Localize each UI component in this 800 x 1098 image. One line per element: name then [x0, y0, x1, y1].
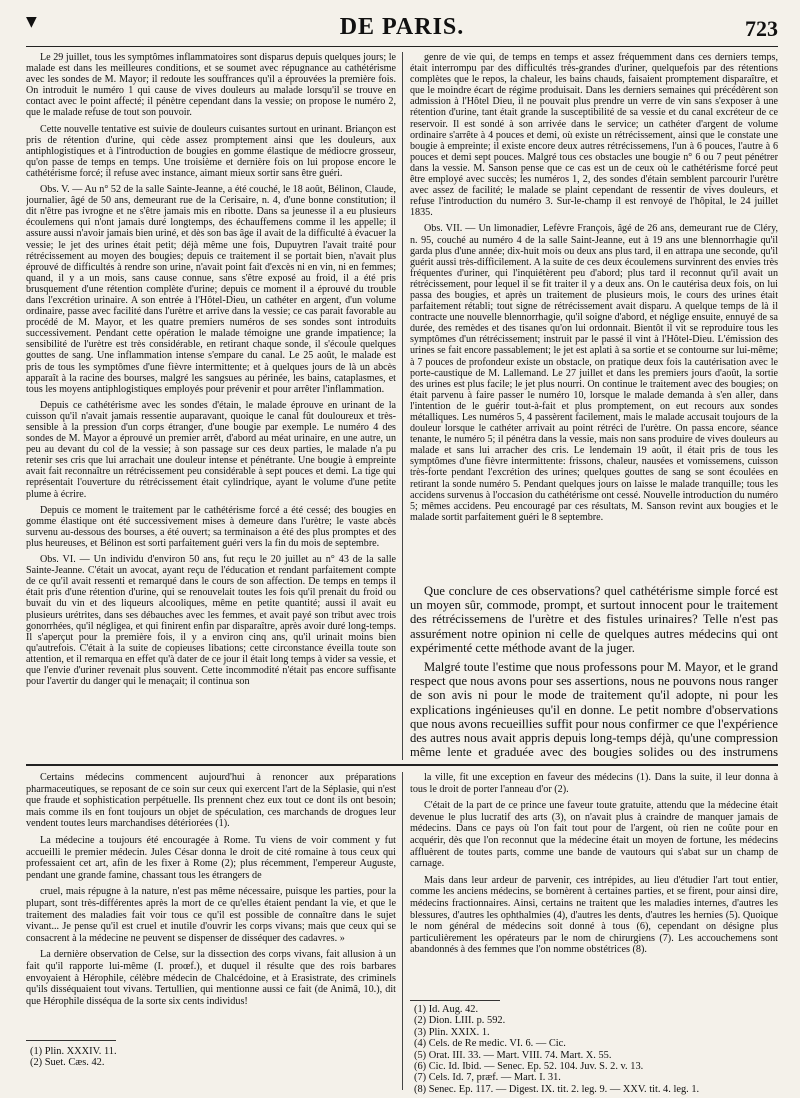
header-rule: [26, 46, 778, 47]
footnote: (3) Plin. XXIX. 1.: [414, 1026, 490, 1038]
paragraph: Mais dans leur ardeur de parvenir, ces intrépides, au lieu d'étudier l'art tout entier, comme les anciens médecins, se bornèrent à certaines parties, et se firent, pour ainsi dire, médecins fractionnaires. Ainsi, certains ne traitent que les maladies internes, d'autres les blessures, d'autres les ophthalmies (4), d'autres les dents, d'autres les hernies (5). Quoique le nom général de médecins soit donné à tous (6), cependant on désigne plus particulièrement les opérateurs par le nom de chirurgiens (7). Les accouchemens sont abandonnés à des femmes que l'on nomme obstétrices (8).: [410, 874, 778, 956]
footnote-rule: [410, 1000, 500, 1001]
page-header: [26, 14, 778, 44]
paragraph: Malgré toute l'estime que nous professons pour M. Mayor, et le grand respect que nous avons pour ses assertions, nous ne pouvons nous ranger de son avis ni pour le mode de traitement qu'il adopte, ni pour les explications ingénieuses qu'il en donne. Le petit nombre d'observations que nous avons recueillies suffit pour nous confirmer ce que l'expérience des autres nous avait appris depuis long-temps déjà, qu'une compression même lente et graduée avec des bougies solides ou des instrumens: [410, 660, 778, 760]
page-title: DE PARIS.: [339, 14, 465, 40]
paragraph: La médecine a toujours été encouragée à Rome. Tu viens de voir comment y fut accueilli le premier médecin. Jules César donna le droit de cité romaine à tous ceux qui professaient cet art, afin de les fixer à Rome (2); plus récemment, l'empereur Auguste, pendant une grande famine, chassant tous les étrangers de: [26, 834, 396, 881]
footnote: (8) Senec. Ep. 117. — Digest. IX. tit. 2. leg. 9. — XXV. tit. 4. leg. 1.: [414, 1083, 700, 1095]
paragraph: La dernière observation de Celse, sur la dissection des corps vivans, fait allusion à un fait qu'il rapporte lui-même (I. proœf.), et duquel il résulte que des rois barbares envoyaient à Hérophile, célèbre médecin de Chalcédoine, et à Erasistrate, des criminels qu'ils disséquaient tout vivans. Tertullien, qui mentionne aussi ce fait (de Animâ, 10.), dit que Hérophile disséqua de la sorte six cents individus!: [26, 949, 396, 1007]
column-divider: [402, 52, 403, 760]
paragraph: C'était de la part de ce prince une faveur toute gratuite, attendu que la médecine était devenue le plus lucratif des arts (3), on n'avait plus à craindre de manquer jamais de médecins. Dans ce pays où l'on fait tout pour de l'argent, où rien ne coûte pour en acquérir, dès que l'on reconnut que la médecine était un moyen de fortune, les médecins affluèrent de toutes parts, comme une bande de vautours qui s'abat sur un champ de carnage.: [410, 800, 778, 870]
paragraph: cruel, mais répugne à la nature, n'est pas même nécessaire, puisque les parties, pour la plupart, sont très-différentes après la mort de ce qu'elles étaient pendant la vie, et que le traitement des maladies fait voir tous ce qu'il est possible de connaître dans le sujet vivant... Je pense qu'il est cruel et inutile d'ouvrir les corps vivans; mais que ceux qui se consacrent à la médecine ne peuvent se dispenser de disséquer des cadavres. »: [26, 886, 396, 944]
footnote: (1) Plin. XXXIV. 11.: [30, 1046, 117, 1057]
paragraph: la ville, fit une exception en faveur des médecins (1). Dans la suite, il leur donna à tous le droit de porter l'anneau d'or (2).: [410, 772, 778, 795]
paragraph: Depuis ce cathétérisme avec les sondes d'étain, le malade éprouve en urinant de la cuisson qu'il n'avait jamais ressentie auparavant, quoique le canal fût douloureux et très-sensible à la pression d'un corps étranger, d'une bougie par exemple. Le numéro 4 des sondes de M. Mayor a éprouvé un premier arrêt, d'abord au méat urinaire, en une autre, un peu au devant du col de la vessie; à son passage sur ces deux parties, le malade n'a pu retenir ses cris que lui arrachait une douleur intense et pénétrante. Une bougie à empreinte avait fait reconnaître un rétrécissement peu considérable à sept pouces et demi. La tige qui représentait l'ouverture du rétrécissement était cylindrique, ayant le volume d'une petite plume à écrire.: [26, 399, 396, 500]
left-column: [26, 52, 396, 762]
feuilleton-left-footnotes: [30, 1046, 390, 1069]
paragraph: genre de vie qui, de temps en temps et assez fréquemment dans ces derniers temps, était interrompu par des difficultés très-grandes d'uriner, quelquefois par des rétentions complètes que le repos, la chaleur, les bains chauds, faisaient promptement disparaître, et que le moindre écart de régime produisait. Dans les derniers semaines qui précédèrent son admission à l'Hôtel Dieu, il ne pouvait plus prendre un verre de vin sans s'exposer à une rétention d'urine, tant était grande la susceptibilité de sa vessie et du canal excréteur de ce reservoir. Il est sondé à son arrivée dans le service; un cathéter d'argent de volume ordinaire s'arrête à 4 pouces et demi, où existe un rétrécissement, ainsi que le constate une bougie à empreinte; il existe encore deux autres rétrécissemens, l'un à 6 pouces, l'autre à 6 pouces et demi sept pouces. Malgré tous ces obstacles une bougie n° 6 ou 7 peut pénétrer dans la vessie. M. Sanson pense que ce cas est un de ceux où le cathétérisme forcé peut être employé avec succès; les numéros 1, 2, des sondes d'étain semblent parcourir l'urètre avec assez de facilité; le malade se plaint cependant de ressentir de vives douleurs, et refuse l'introduction du numéro 3. Sur-le-champ il est renvoyé de l'hôpital, le 24 juillet 1835.: [410, 52, 778, 219]
footnote: (7) Cels. Id. 7, præf. — Mart. I. 31.: [414, 1072, 561, 1084]
right-column: [410, 52, 778, 577]
feuilleton-right-footnotes: [414, 1004, 778, 1095]
column-divider: [402, 772, 403, 1090]
feuilleton-right-column: [410, 772, 778, 1012]
footnote-rule: [26, 1040, 116, 1041]
footnote: (1) Id. Aug. 42.: [414, 1004, 479, 1015]
feuilleton-rule: [26, 764, 778, 766]
footnote: (2) Dion. LIII. p. 592.: [414, 1015, 506, 1027]
paragraph: Obs. VI. — Un individu d'environ 50 ans, fut reçu le 20 juillet au n° 43 de la salle Sainte-Jeanne. C'était un avocat, ayant reçu de l'éducation et rendant parfaitement compte de ce qu'il avait ressenti et remarqué dans le cours de son affection. De temps en temps il était pris d'une rétention d'urine, qui se renouvelait toutes les fois qu'il prenait du froid ou buvait du vin et des liqueurs alcooliques, même en petite quantité; aussi il avait eu plusieurs urétrites, dans ses débauches avec les femmes, et avait payé son tribut avec trois gonorrhées, qu'il négligea, et qui finirent enfin par disparaître, après avoir duré long-temps. Il s'aperçut pour la première fois, il y a environ cinq ans, qu'il urinait moins bien qu'autrefois. C'était à la suite de copieuses libations; cette circonstance éveilla toute son attention, et il remarqua en effet qu'à dater de ce jour il était long temps à vider sa vessie, et que l'envie d'uriner revenait plus souvent. Cette incommodité n'était pas encore suffisante pour l'avertir du danger qui le menaçait; il continua son: [26, 554, 396, 688]
corner-mark-icon: ▼: [26, 14, 37, 30]
paragraph: Obs. VII. — Un limonadier, Lefèvre François, âgé de 26 ans, demeurant rue de Cléry, n. 95, couché au numéro 4 de la salle Saint-Jeanne, eut à 19 ans une blennorrhagie qu'il garda plus d'une année; dix-huit mois ou deux ans plus tard, il en attrapa une seconde, qu'il guérit aussi très-difficilement. A la suite de ces deux écoulemens survinrent des envies très fréquentes d'uriner, qui l'inquiétèrent peu d'abord; plus tard il reconnut qu'il avait un rétrécissement, pour lequel il se fit traiter il y a deux ans. On le cautérisa deux fois, on lui passa des bougies, et après un traitement de plusieurs mois, le cours des urines était parfaitement rétabli; tout signe de rétrécissement avait disparu. A quelque temps de là il contracte une nouvelle blennorrhagie, qu'il soigne d'abord, et néglige ensuite, ennuyé de sa durée, des remèdes et des tisanes qu'on lui ordonnait. Bientôt il vit se reproduire tous les symptômes d'un rétrécissement; instruit par le passé il vint à l'Hôtel-Dieu. L'émission des urines se fait encore passablement; le jet est aplati à sa sortie et se contourne sur lui-même; à 7 pouces de profondeur existe un obstacle, on pratique deux fois la cautérisation avec le porte-caustique de M. Lallemand. Le 27 juillet et dans les premiers jours d'août, la sortie des urines est plus facile; le jet plus nourri. On continue le traitement avec des bougies; on était parvenu à faire passer le numéro 10, lorsque le malade demanda à s'en aller, dans l'intention de le guérir tout-à-fait et plus promptement, on eut recours aux sondes métalliques. Les numéros 5, 4 passèrent facilement, mais le malade accusait toujours de la douleur lorsque le cathéter arrivait au point rétréci de l'urètre. On passa encore, séance tenante, le numéro 5; il pénétra dans la vessie, mais non sans produire de vives douleurs au malade et sans lui arracher des cris. Le lendemain 19 août, il était pris de tous les symptômes d'une fièvre intermittente: frissons, chaleur, nausées et vomissemens, cuisson très-forte pendant l'excrétion des urines; quelques gouttes de sang se sont écoulées en retirant la sonde numéro 5. Pendant quelques jours on laisse le malade tranquille; tous les accidens survenus à l'occasion du cathétérisme ont cessé. Nouvelle introduction du numéro 5; mêmes accidens. Peu encouragé par ces résultats, M. Sanson revint aux bougies et le malade sortit parfaitement guéri le 8 septembre.: [410, 223, 778, 523]
footnote: (5) Orat. III. 33. — Mart. VIII. 74. Mart. X. 55.: [414, 1049, 612, 1061]
paragraph: Obs. V. — Au n° 52 de la salle Sainte-Jeanne, a été couché, le 18 août, Bélinon, Claude, journalier, âgé de 50 ans, demeurant rue de la Cerisaire, n. 4, d'une bonne constitution; il dit n'être pas ivrogne et ne s'être jamais mis en ribotte. Dans sa jeunesse il a eu plusieurs écoulemens qui n'ont jamais duré longtemps, des échauffemens comme il les appelle; il assure aussi n'avoir jamais bien uriné, et dès son bas âge il avait de la difficulté à évacuer la vessie; le jet des urines était petit; déjà même une fois, Dupuytren l'avait traité pour rétrécissement au moyen des bougies; depuis ce traitement il se portait bien, n'avait plus éprouvé de difficultés à rendre son urine, n'avait point fait d'excès ni en vin, ni en femmes; quand, il y a un mois, sans cause connue, sans s'être exposé au froid, il a été pris brusquement d'une rétention complète d'urine; depuis ce moment il a éprouvé du trouble dans l'excrétion urinaire. A son entrée à l'Hôtel-Dieu, un cathéter en argent, d'un volume ordinaire, passe avec facilité dans l'urètre et arrive dans la vessie; ce cas parait favorable au procédé de M. Mayor, et les quatre premiers numéros de ses sondes sont introduits successivement. Pendant cette opération le malade témoigne une grande impatience; la sensibilité de l'urètre est très considérable, en retirant chaque sonde, il s'écoule quelques gouttes de sang. Une inflammation intense s'empare du canal. Le 25 août, le malade est pris de tous les symptômes d'une fièvre intermittente; et à quelques jours de là un abcès apparaît à la racine des bourses, malgré les sangsues au périnée, les bains, cataplasmes, et tous les moyens antiphlogistiques employés pour prévenir et pour arrêter l'inflammation.: [26, 184, 396, 395]
footnote: (2) Suet. Cæs. 42.: [30, 1057, 105, 1069]
paragraph: Certains médecins commencent aujourd'hui à renoncer aux préparations pharmaceutiques, se reposant de ce soin sur ceux qui exercent l'art de la Séplasie, qui n'est que fraude et sophistication perpétuelle. Ils prennent chez eux tout ce dont ils ont besoin; mais comme ils en font toujours un objet de spéculation, ces marchands de drogues leur vendent toutes leurs marchandises détériorées (1).: [26, 772, 396, 830]
paragraph: Que conclure de ces observations? quel cathétérisme simple forcé est un moyen sûr, commode, prompt, et surtout innocent pour le traitement des rétrécissemens de l'urètre et des fistules urinaires? Telle n'est pas assurément notre opinion ni celle de quelques autres médecins qui ont expérimenté cette méthode avant de la juger.: [410, 584, 778, 655]
paragraph: Le 29 juillet, tous les symptômes inflammatoires sont disparus depuis quelques jours; le malade est dans les meilleures conditions, et se soumet avec répugnance au cathétérisme avec les sondes de M. Mayor; il redoute les souffrances qu'il a éprouvées la première fois. On introduit le numéro 1 qui cause de vives douleurs au malade lorsqu'il se trouve en contact avec le point affecté; il pénètre cependant dans la vessie; on propose le numéro 2, que le malade refuse de tout son pouvoir.: [26, 52, 396, 119]
footnote: (6) Cic. Id. Ibid. — Senec. Ep. 52. 104. Juv. S. 2. v. 13.: [414, 1061, 644, 1073]
paragraph: Depuis ce moment le traitement par le cathétérisme forcé a été cessé; des bougies en gomme élastique ont été successivement mises à demeure dans l'urètre; le vaste abcès survenu au-dessous des bourses, a été ouvert; sa terminaison a été des plus promptes et des plus heureuses, et Bélinon est sorti parfaitement guéri vers la fin du mois de septembre.: [26, 504, 396, 549]
page-number: 723: [745, 16, 778, 41]
paragraph: Cette nouvelle tentative est suivie de douleurs cuisantes surtout en urinant. Briançon est pris de rétention d'urine, qui cède assez promptement ainsi que les douleurs, aux antiphlogistiques et à l'introduction de bougies en gomme élastique de médiocre grosseur, qu'on passe de temps en temps. Une troisième et dernière fois on lui propose encore le cathétérisme forcé; il refuse avec instance, aimant mieux sortir sans être guéri.: [26, 123, 396, 179]
footnote: (4) Cels. de Re medic. VI. 6. — Cic.: [414, 1038, 566, 1050]
conclusion-text: [410, 584, 778, 760]
feuilleton-left-column: [26, 772, 396, 1034]
